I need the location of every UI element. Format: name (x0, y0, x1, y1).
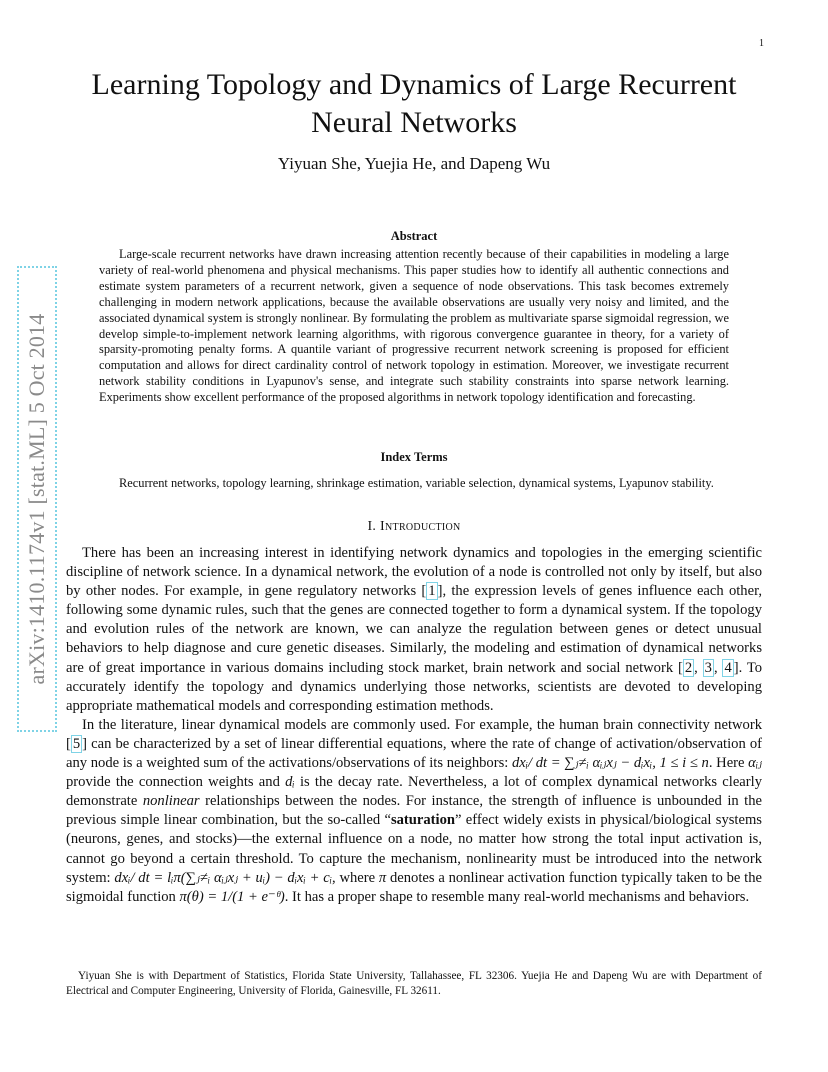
paragraph-2 (66, 716, 762, 907)
abstract-text: Large-scale recurrent networks have drawn increasing attention recently because of their capabilities in modeling a large variety of real-world phenomena and physical mechanisms. This paper studies how to identify all authentic connections and estimate system parameters of a recurrent network, given a sequence of node observations. This task becomes extremely challenging in modern network applications, because the available observations are usually very noisy and limited, and the associated dynamical system is strongly nonlinear. By formulating the problem as multivariate sparse sigmoidal regression, we develop simple-to-implement network learning algorithms, with rigorous convergence guarantee in theory, for a variety of sparsity-promoting penalty forms. A quantile variant of progressive recurrent network screening is proposed for efficient computation and allows for direct cardinality control of network topology in estimation. Moreover, we investigate recurrent network stability conditions in Lyapunov's sense, and integrate such stability constraints into sparse network learning. Experiments show excellent performance of the proposed algorithms in network topology identification and forecasting. (99, 247, 729, 405)
section-number: I. (367, 519, 377, 534)
text-run: ], the expression levels of genes influence each other, following some dynamic rules, such that the genes are connected together to form a dynamical system. If the topology and evolution rules of the network are known, we can analyze the regulation between genes or detect unusual behaviors to help diagnose and cure genetic diseases. Similarly, the modeling and estimation of dynamical networks are of great importance in various domains including stock market, brain network and social network [ (66, 583, 762, 676)
body-text (66, 544, 762, 907)
text-run: is the decay rate. Nevertheless, a lot of complex dynamical networks clearly demonstrate (66, 774, 762, 810)
text-run: . It has a proper shape to resemble many real-world mechanisms and behaviors. (284, 888, 750, 905)
citation-link-5[interactable]: 5 (72, 735, 81, 752)
section-title: Introduction (380, 519, 461, 534)
text-run: In the literature, linear dynamical models are commonly used. For example, the human brain connectivity network [ (66, 716, 762, 752)
arxiv-identifier-link[interactable] (17, 266, 57, 732)
citation-link-2[interactable]: 2 (684, 659, 693, 676)
text-run: There has been an increasing interest in identifying network dynamics and topologies in the emerging scientific discipline of network science. In a dynamical network, the evolution of a node is controlled not only by itself, but also by other nodes. For example, in gene regulatory networks [ (66, 545, 762, 600)
page-number: 1 (759, 38, 764, 49)
equation-nonlinear-model: dxᵢ/ dt = lᵢπ(∑ⱼ≠ᵢ αᵢⱼxⱼ + uᵢ) − dᵢxᵢ + cᵢ (114, 869, 333, 886)
citation-link-4[interactable]: 4 (724, 659, 732, 676)
author-affiliation-footnote: Yiyuan She is with Department of Statistics, Florida State University, Tallahassee, FL 32306. Yuejia He and Dapeng Wu are with Department of Electrical and Computer Engineering, University of Florida, Gainesville, FL 32611. (66, 970, 762, 997)
equation-sigmoid: π(θ) = 1/(1 + e⁻ᶿ) (179, 888, 285, 905)
symbol-pi: π (378, 869, 387, 886)
equation-linear-model: dxᵢ/ dt = ∑ⱼ≠ᵢ αᵢⱼxⱼ − dᵢxᵢ, 1 ≤ i ≤ n (511, 755, 709, 772)
citation-link-1[interactable]: 1 (428, 583, 436, 600)
citation-link-3[interactable]: 3 (704, 659, 712, 676)
arxiv-identifier-text: arXiv:1410.1174v1 [stat.ML] 5 Oct 2014 (24, 313, 49, 685)
text-run: provide the connection weights and (66, 774, 286, 791)
paragraph-1 (66, 544, 762, 716)
text-run: ] can be characterized by a set of linear differential equations, where the rate of change of activation/observation of any node is a weighted sum of the activations/observations of its neighbors: (66, 735, 762, 772)
text-run: ]. To accurately identify the topology and dynamics underlying those networks, scientists are devoted to developing appropriate mathematical models and corresponding estimation methods. (66, 659, 763, 714)
text-run: ” effect widely exists in physical/biological systems (neurons, genes, and stocks)—the external influence on a node, no matter how strong the total input activation is, cannot go beyond a certain threshold. To capture the mechanism, nonlinearity must be introduced into the network system: (66, 812, 762, 886)
text-run: denotes a nonlinear activation function typically taken to be the sigmoidal function (66, 869, 762, 905)
text-run: , (694, 659, 703, 676)
symbol-alpha: αᵢⱼ (748, 755, 762, 772)
paper-title: Learning Topology and Dynamics of Large Recurrent Neural Networks (91, 68, 737, 139)
text-run: , where (332, 869, 379, 886)
paper-authors: Yiyuan She, Yuejia He, and Dapeng Wu (277, 154, 551, 173)
index-terms-text: Recurrent networks, topology learning, shrinkage estimation, variable selection, dynamical systems, Lyapunov stability. (119, 476, 714, 490)
text-run: , (713, 659, 723, 676)
text-run: . Here (708, 755, 749, 772)
emphasis-nonlinear: nonlinear (142, 793, 200, 810)
text-run: relationships between the nodes. For instance, the strength of influence is unbounded in the previous simple linear combination, but the so-called “ (66, 793, 762, 829)
emphasis-saturation: saturation (390, 812, 455, 829)
abstract-heading: Abstract (390, 229, 438, 243)
symbol-decay: dᵢ (285, 774, 295, 791)
index-terms-heading: Index Terms (380, 450, 448, 464)
section-heading (66, 519, 762, 535)
